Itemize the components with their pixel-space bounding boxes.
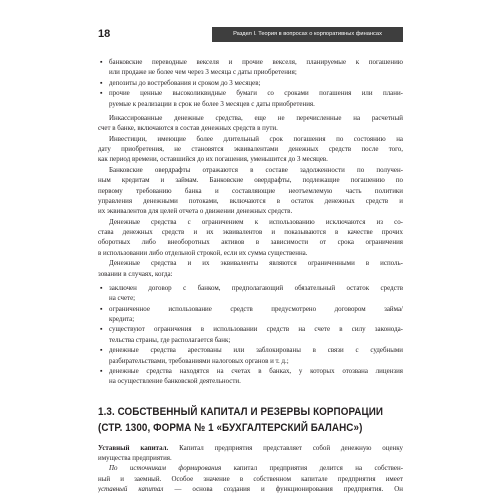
- list-item-text: существуют ограничения в использовании средств на счете в силу законода-: [109, 325, 403, 334]
- list-item-text: руемые к реализации в срок не более 3 месяцев с даты приобретения.: [109, 99, 315, 108]
- paragraph: [98, 113, 403, 134]
- bullet-icon: ▪: [100, 78, 103, 87]
- bullet-icon: ▪: [100, 346, 103, 355]
- paragraph-line: зовании в случаях, когда:: [98, 269, 173, 278]
- paragraph-line: ным кредитам и займам. Банковские овердрафты, подлежащие погашению по: [98, 176, 403, 185]
- paragraph: [98, 463, 403, 494]
- paragraph-line: Денежные средства и их эквиваленты являются ограниченными в исполь-: [109, 259, 403, 268]
- list-item-text: кредита;: [109, 315, 135, 323]
- paragraph-text: Капитал предприятия представляет собой денежную оценку: [168, 443, 403, 452]
- list-item: [98, 304, 403, 325]
- paragraph-line: [98, 443, 403, 453]
- list-item-text: или продаже не более чем через 3 месяца с даты приобретения;: [109, 68, 297, 77]
- paragraph-line: дату приобретения, не становятся эквивалентами денежных средств после того,: [98, 145, 403, 153]
- paragraph-line: их эквивалентов для целей отчета о движении денежных средств.: [98, 207, 293, 216]
- section-heading: [98, 404, 403, 436]
- running-title: Раздел I. Теория в вопросах о корпоративных финансах: [233, 31, 382, 37]
- paragraph-line: счет в банке, включаются в состав денежных средств в пути.: [98, 124, 278, 133]
- paragraph-line: Банковские овердрафты отражаются в составе задолженности по получен-: [109, 165, 403, 174]
- bullet-icon: ▪: [100, 304, 103, 313]
- paragraph-line: Денежные средства с ограничением к использованию исключаются из со-: [109, 217, 403, 226]
- paragraph: [98, 258, 403, 279]
- page-number: 18: [98, 28, 111, 40]
- list-item-text: денежные средства арестованы или заблокированы в связи с судебными: [109, 346, 403, 355]
- list-item: [98, 57, 403, 78]
- list-item-text: банковские переводные векселя и прочие векселя, планируемые к погашению: [109, 58, 403, 66]
- paragraph-line: управления денежными потоками, включаются в остаток денежных средств и: [98, 196, 403, 205]
- paragraph-line: как период времени, оставшийся до их погашения, уменьшится до 3 месяцев.: [98, 155, 328, 164]
- term-italic: уставный капитал: [98, 485, 164, 494]
- paragraph: [98, 443, 403, 464]
- list-item: [98, 283, 403, 304]
- paragraph-line: в использовании либо отдельной строкой, если их сумма существенна.: [98, 248, 308, 257]
- section-heading-line: (СТР. 1300, ФОРМА № 1 «БУХГАЛТЕРСКИЙ БАЛАНС»): [98, 421, 363, 434]
- page-header: [98, 26, 403, 43]
- paragraph: [98, 165, 403, 217]
- list-item-text: заключен договор с банком, предполагающий обязательный остаток средств: [109, 283, 403, 292]
- bullet-list-top: [98, 57, 403, 109]
- list-item-text: на осуществление банковской деятельности.: [109, 377, 241, 386]
- paragraph-line: Инвестиции, имеющие более длительный срок погашения по состоянию на: [109, 134, 403, 143]
- paragraph-line: [98, 484, 403, 494]
- list-item-text: прочие ценные высоколиквидные бумаги со сроками погашения или плани-: [109, 89, 403, 98]
- paragraph-line: ный и заемный. Особое значение в собственном капитале предприятия имеет: [98, 474, 403, 483]
- list-item-text: тельства страны, где располагается банк;: [109, 335, 231, 344]
- page-body: [98, 57, 403, 495]
- list-item: [98, 324, 403, 345]
- paragraph: [98, 134, 403, 165]
- paragraph-line: оборотных либо внеоборотных активов в зависимости от срока ограничения: [98, 238, 403, 247]
- section-heading-line: 1.3. СОБСТВЕННЫЙ КАПИТАЛ И РЕЗЕРВЫ КОРПОРАЦИИ: [98, 405, 384, 418]
- paragraph-line: Инкассированные денежные средства, еще не перечисленные на расчетный: [109, 113, 403, 122]
- list-item: [98, 366, 403, 387]
- list-item-text: ограниченное использование средств предусмотрено договором займа/: [109, 304, 403, 313]
- bullet-icon: ▪: [100, 58, 103, 66]
- term-italic: По источникам формирования: [109, 464, 222, 473]
- term-bold: Уставный капитал.: [98, 443, 169, 452]
- list-item: [98, 345, 403, 366]
- list-item-text: на счете;: [109, 294, 136, 303]
- bullet-icon: ▪: [100, 325, 103, 334]
- list-item-text: денежные средства находятся на счетах в банках, у которых отозвана лицензия: [109, 366, 403, 375]
- bullet-icon: ▪: [100, 89, 103, 98]
- paragraph-line: става денежных средств и их эквивалентов и показываются в качестве прочих: [98, 228, 403, 236]
- paragraph-text: капитал предприятия делится на собствен-: [221, 464, 403, 473]
- bullet-icon: ▪: [100, 366, 103, 375]
- paragraph: [98, 217, 403, 259]
- paragraph-line: [98, 463, 403, 473]
- bullet-list-bottom: [98, 283, 403, 387]
- paragraph-line: первому требованию банка и составляющие неотъемлемую часть политики: [98, 186, 403, 195]
- list-item-text: разбирательствами, требованиями налоговых органов и т. д.;: [109, 356, 289, 365]
- list-item: [98, 88, 403, 109]
- list-item: [98, 78, 403, 88]
- paragraph-text: — основа создания и функционирования предприятия. Он: [163, 485, 403, 494]
- bullet-icon: ▪: [100, 283, 103, 292]
- list-item-text: депозиты до востребования и сроком до 3 месяцев;: [109, 78, 261, 87]
- paragraph-line: имущества предприятия.: [98, 454, 172, 462]
